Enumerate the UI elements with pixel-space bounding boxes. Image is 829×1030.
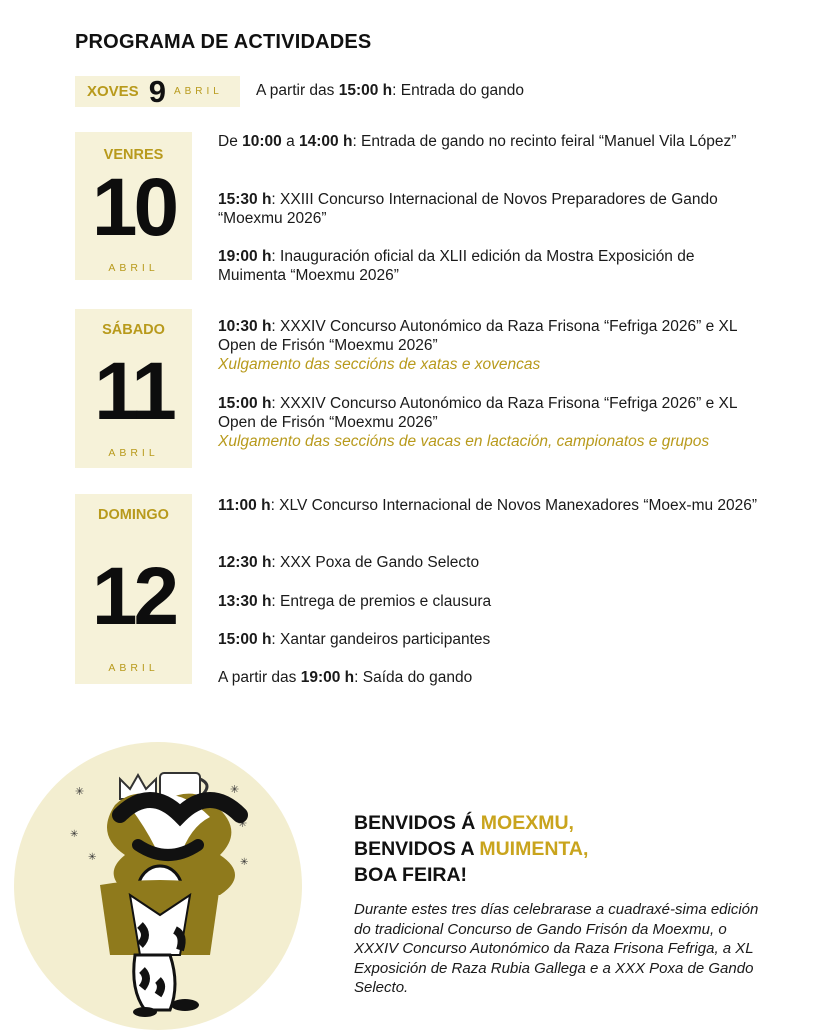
event-text: : Entrega de premios e clausura — [271, 593, 492, 610]
event-text: : Xantar gandeiros participantes — [271, 631, 491, 648]
event-time: 12:30 h — [218, 554, 272, 571]
event-xoves — [256, 82, 524, 100]
event-prefix: A partir das — [218, 669, 301, 686]
event-time: 10:00 — [242, 133, 282, 150]
event-item — [218, 496, 758, 515]
svg-text:✳: ✳ — [88, 852, 97, 863]
day-number: 11 — [94, 346, 173, 437]
event-text: : Saída do gando — [354, 669, 473, 686]
svg-text:✳: ✳ — [75, 785, 85, 798]
event-text: : XXIII Concurso Internacional de Novos Preparadores de Gando “Moexmu 2026” — [218, 191, 718, 227]
cow-mascot-illustration — [60, 765, 270, 1019]
event-prefix: De — [218, 133, 243, 150]
page-title: PROGRAMA DE ACTIVIDADES — [75, 31, 372, 53]
day-number: 9 — [148, 74, 166, 109]
event-connector: a — [281, 133, 300, 150]
event-prefix: A partir das — [256, 82, 339, 99]
svg-text:✳: ✳ — [230, 783, 240, 796]
event-time: 19:00 h — [300, 669, 355, 686]
event-item — [218, 190, 758, 228]
welcome-heading — [354, 810, 588, 888]
event-subtitle: Xulgamento das seccións de vacas en lactación, campionatos e grupos — [218, 433, 710, 450]
event-time: 13:30 h — [218, 593, 272, 610]
event-text: : Entrada de gando no recinto feiral “Manuel Vila López” — [352, 133, 737, 150]
svg-text:✳: ✳ — [70, 829, 79, 840]
welcome-accent: MUIMENTA, — [479, 838, 589, 860]
day-month: ABRIL — [108, 662, 159, 674]
event-time: 14:00 h — [299, 133, 353, 150]
event-subtitle: Xulgamento das seccións de xatas e xovencas — [218, 356, 541, 373]
intro-paragraph: Durante estes tres días celebrarase a cuadraxé-sima edición do tradicional Concurso de Gando Frisón da Moexmu, o XXXIV Concurso Autonómico da Raza Frisona Fefriga, a XL Exposición de Raza Rubia Gallega e a XXX Poxa de Gando Selecto. — [354, 901, 759, 996]
day-name: XOVES — [87, 83, 139, 100]
day-month: ABRIL — [108, 262, 159, 274]
welcome-line-2 — [354, 836, 588, 862]
event-text: : Entrada do gando — [392, 82, 524, 99]
event-item — [218, 394, 758, 451]
day-name: VENRES — [103, 147, 164, 163]
day-badge-venres — [75, 132, 192, 280]
welcome-line-3: BOA FEIRA! — [354, 864, 468, 886]
svg-text:✳: ✳ — [240, 857, 249, 868]
event-item — [218, 592, 758, 611]
day-number: 10 — [91, 162, 176, 253]
day-badge-xoves — [75, 76, 240, 107]
welcome-accent: MOEXMU, — [480, 812, 574, 834]
event-time: 15:30 h — [218, 191, 272, 208]
event-item — [218, 317, 758, 374]
event-text: : XXX Poxa de Gando Selecto — [271, 554, 480, 571]
welcome-text: BENVIDOS Á — [354, 812, 481, 834]
event-item — [218, 132, 758, 151]
day-name: SÁBADO — [102, 322, 165, 338]
event-text: : XXXIV Concurso Autonómico da Raza Frisona “Fefriga 2026” e XL Open de Frisón “Moexmu 2026” — [218, 318, 737, 354]
day-month: ABRIL — [108, 447, 159, 459]
event-time: 10:30 h — [218, 318, 272, 335]
event-time: 15:00 h — [338, 82, 393, 99]
svg-text:✳: ✳ — [238, 817, 248, 830]
event-text: : Inauguración oficial da XLII edición da Mostra Exposición de Muimenta “Moexmu 2026” — [218, 248, 695, 284]
event-time: 15:00 h — [218, 395, 272, 412]
day-number: 12 — [91, 551, 176, 642]
event-item — [218, 630, 758, 649]
event-time: 19:00 h — [218, 248, 272, 265]
event-item — [218, 553, 758, 572]
day-badge-domingo — [75, 494, 192, 684]
event-text: : XXXIV Concurso Autonómico da Raza Frisona “Fefriga 2026” e XL Open de Frisón “Moexmu 2026” — [218, 395, 737, 431]
event-item — [218, 247, 758, 285]
day-month: ABRIL — [173, 86, 223, 97]
event-time: 15:00 h — [218, 631, 272, 648]
event-text: : XLV Concurso Internacional de Novos Manexadores “Moex-mu 2026” — [270, 497, 758, 514]
event-time: 11:00 h — [218, 497, 271, 514]
welcome-line-1 — [354, 810, 588, 836]
welcome-text: BENVIDOS A — [354, 838, 480, 860]
event-item — [218, 668, 758, 687]
day-badge-sabado — [75, 309, 192, 468]
day-name: DOMINGO — [98, 507, 169, 523]
